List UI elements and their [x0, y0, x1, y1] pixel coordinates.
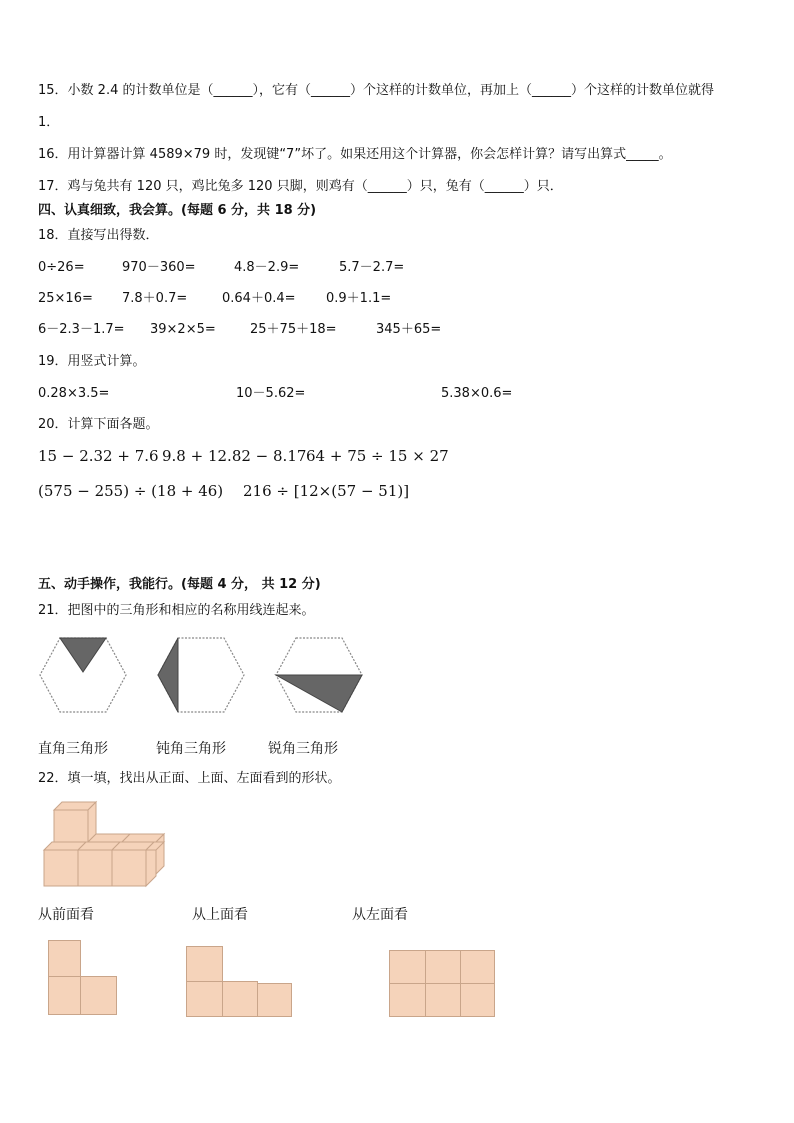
q18-r2c3: 0.64＋0.4=: [222, 291, 296, 306]
q18-r3c3: 25＋75＋18=: [250, 322, 337, 337]
front-view-shape: [48, 940, 118, 1016]
q20-expr2: 9.8 + 12.82 − 8.17: [162, 447, 307, 465]
q18-r2c1: 25×16=: [38, 291, 93, 306]
q18-r3c2: 39×2×5=: [150, 322, 216, 337]
q20-expr1: 15 − 2.32 + 7.6: [38, 447, 159, 465]
q19-item3: 5.38×0.6=: [441, 386, 513, 401]
q18-r2c2: 7.8＋0.7=: [122, 291, 188, 306]
left-view-shape: [389, 950, 497, 1018]
section5-title: 五、动手操作，我能行。(每题 4 分， 共 12 分): [38, 577, 321, 592]
q18-title: 18．直接写出得数．: [38, 228, 159, 243]
hexagon-obtuse-triangle-figure: [156, 636, 246, 714]
top-view-shape: [186, 946, 294, 1018]
q16: 16．用计算器计算 4589×79 时，发现键“7”坏了。如果还用这个计算器，你会怎样计算？请写出算式_____。: [38, 147, 672, 162]
q20-expr5: 216 ÷ [12×(57 − 51)]: [243, 482, 410, 500]
cube-stack-figure: [42, 802, 172, 892]
q18-r1c1: 0÷26=: [38, 260, 85, 275]
q20-title: 20．计算下面各题。: [38, 417, 159, 432]
q20-expr4: (575 − 255) ÷ (18 + 46): [38, 482, 224, 500]
view-label-front: 从前面看: [38, 907, 94, 923]
view-label-left: 从左面看: [352, 907, 408, 923]
q18-r2c4: 0.9＋1.1=: [326, 291, 392, 306]
q22-title: 22．填一填，找出从正面、上面、左面看到的形状。: [38, 771, 341, 786]
q18-r1c2: 970－360=: [122, 260, 196, 275]
q15-line1: 15．小数 2.4 的计数单位是（______），它有（______）个这样的计数单位，再加上（______）个这样的计数单位就得: [38, 83, 714, 98]
q19-item2: 10－5.62=: [236, 386, 306, 401]
section4-title: 四、认真细致，我会算。(每题 6 分，共 18 分): [38, 203, 317, 218]
hexagon-right-triangle-figure: [38, 636, 128, 714]
q21-title: 21．把图中的三角形和相应的名称用线连起来。: [38, 603, 315, 618]
hexagon-acute-triangle-figure: [274, 636, 364, 714]
q18-r1c3: 4.8－2.9=: [234, 260, 300, 275]
q20-expr3: 64 + 75 ÷ 15 × 27: [306, 447, 449, 465]
view-label-top: 从上面看: [192, 907, 248, 923]
q19-item1: 0.28×3.5=: [38, 386, 110, 401]
q15-line2: 1．: [38, 115, 60, 130]
q18-r3c1: 6－2.3－1.7=: [38, 322, 125, 337]
q19-title: 19．用竖式计算。: [38, 354, 146, 369]
q17: 17．鸡与兔共有 120 只，鸡比兔多 120 只脚，则鸡有（______）只，兔有（______）只．: [38, 179, 563, 194]
name-right-triangle: 直角三角形: [38, 741, 108, 757]
q18-r3c4: 345＋65=: [376, 322, 442, 337]
name-acute-triangle: 锐角三角形: [268, 741, 338, 757]
name-obtuse-triangle: 钝角三角形: [156, 741, 226, 757]
q18-r1c4: 5.7－2.7=: [339, 260, 405, 275]
